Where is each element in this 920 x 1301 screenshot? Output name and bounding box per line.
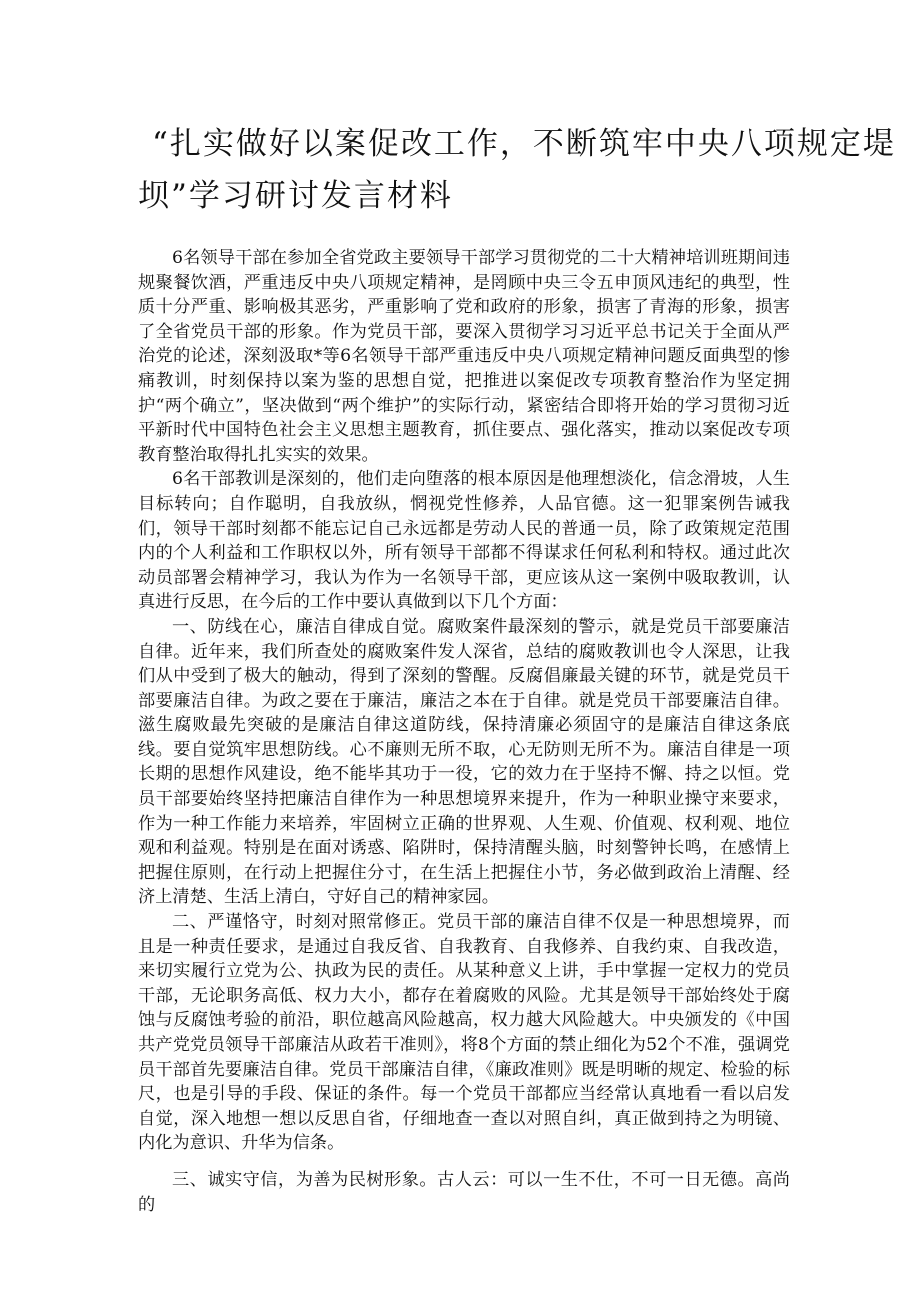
paragraph-intro: 6名领导干部在参加全省党政主要领导干部学习贯彻党的二十大精神培训班期间违规聚餐饮酒，严重违反中央八项规定精神，是罔顾中央三令五申顶风违纪的典型，性质十分严重、影响极其恶劣，严重影响了党和政府的形象，损害了青海的形象，损害了全省党员干部的形象。作为党员干部，要深入贯彻学习习近平总书记关于全面从严治党的论述，深刻汲取*等6名领导干部严重违反中央八项规定精神问题反面典型的惨痛教训，时刻保持以案为鉴的思想自觉，把推进以案促改专项教育整治作为坚定拥护“两个确立”，坚决做到“两个维护”的实际行动，紧密结合即将开始的学习贯彻习近平新时代中国特色社会主义思想主题教育，抓住要点、强化落实，推动以案促改专项教育整治取得扎扎实实的效果。 (138, 248, 790, 465)
paragraph-lesson: 6名干部教训是深刻的，他们走向堕落的根本原因是他理想淡化，信念滑坡，人生目标转向；自作聪明，自我放纵，惘视党性修养，人品官德。这一犯罪案例告诫我们，领导干部时刻都不能忘记自己永远都是劳动人民的普通一员，除了政策规定范围内的个人利益和工作职权以外，所有领导干部都不得谋求任何私利和特权。通过此次动员部署会精神学习，我认为作为一名领导干部，更应该从这一案例中吸取教训，认真进行反思，在今后的工作中要认真做到以下几个方面： (138, 469, 790, 613)
document-title (138, 118, 896, 222)
paragraph-point-three: 三、诚实守信，为善为民树形象。古人云：可以一生不仕，不可一日无德。高尚的 (138, 1169, 790, 1215)
paragraph-point-two: 二、严谨恪守，时刻对照常修正。党员干部的廉洁自律不仅是一种思想境界，而且是一种责任要求，是通过自我反省、自我教育、自我修养、自我约束、自我改造，来切实履行立党为公、执政为民的责任。从某种意义上讲，手中掌握一定权力的党员干部，无论职务高低、权力大小，都存在着腐败的风险。尤其是领导干部始终处于腐蚀与反腐蚀考验的前沿，职位越高风险越高，权力越大风险越大。中央颁发的《中国共产党党员领导干部廉洁从政若干准则》，将8个方面的禁止细化为52个不准，强调党员干部首先要廉洁自律。党员干部廉洁自律，《廉政准则》既是明晰的规定、检验的标尺，也是引导的手段、保证的条件。每一个党员干部都应当经常认真地看一看以启发自觉，深入地想一想以反思自省，仔细地查一查以对照自纠，真正做到持之为明镜、内化为意识、升华为信条。 (138, 912, 790, 1154)
title-line-2: 坝”学习研讨发言材料 (138, 178, 453, 214)
title-line-1: “扎实做好以案促改工作，不断筑牢中央八项规定堤 (152, 126, 896, 162)
paragraph-point-one: 一、防线在心，廉洁自律成自觉。腐败案件最深刻的警示，就是党员干部要廉洁自律。近年来，我们所查处的腐败案件发人深省，总结的腐败教训也令人深思，让我们从中受到了极大的触动，得到了深刻的警醒。反腐倡廉最关键的环节，就是党员干部要廉洁自律。为政之要在于廉洁，廉洁之本在于自律。就是党员干部要廉洁自律。滋生腐败最先突破的是廉洁自律这道防线，保持清廉必须固守的是廉洁自律这条底线。要自觉筑牢思想防线。心不廉则无所不取，心无防则无所不为。廉洁自律是一项长期的思想作风建设，绝不能毕其功于一役，它的效力在于坚持不懈、持之以恒。党员干部要始终坚持把廉洁自律作为一种思想境界来提升，作为一种职业操守来要求，作为一种工作能力来培养，牢固树立正确的世界观、人生观、价值观、权利观、地位观和利益观。特别是在面对诱惑、陷阱时，保持清醒头脑，时刻警钟长鸣，在感情上把握住原则，在行动上把握住分寸，在生活上把握住小节，务必做到政治上清醒、经济上清楚、生活上清白，守好自己的精神家园。 (138, 616, 790, 908)
